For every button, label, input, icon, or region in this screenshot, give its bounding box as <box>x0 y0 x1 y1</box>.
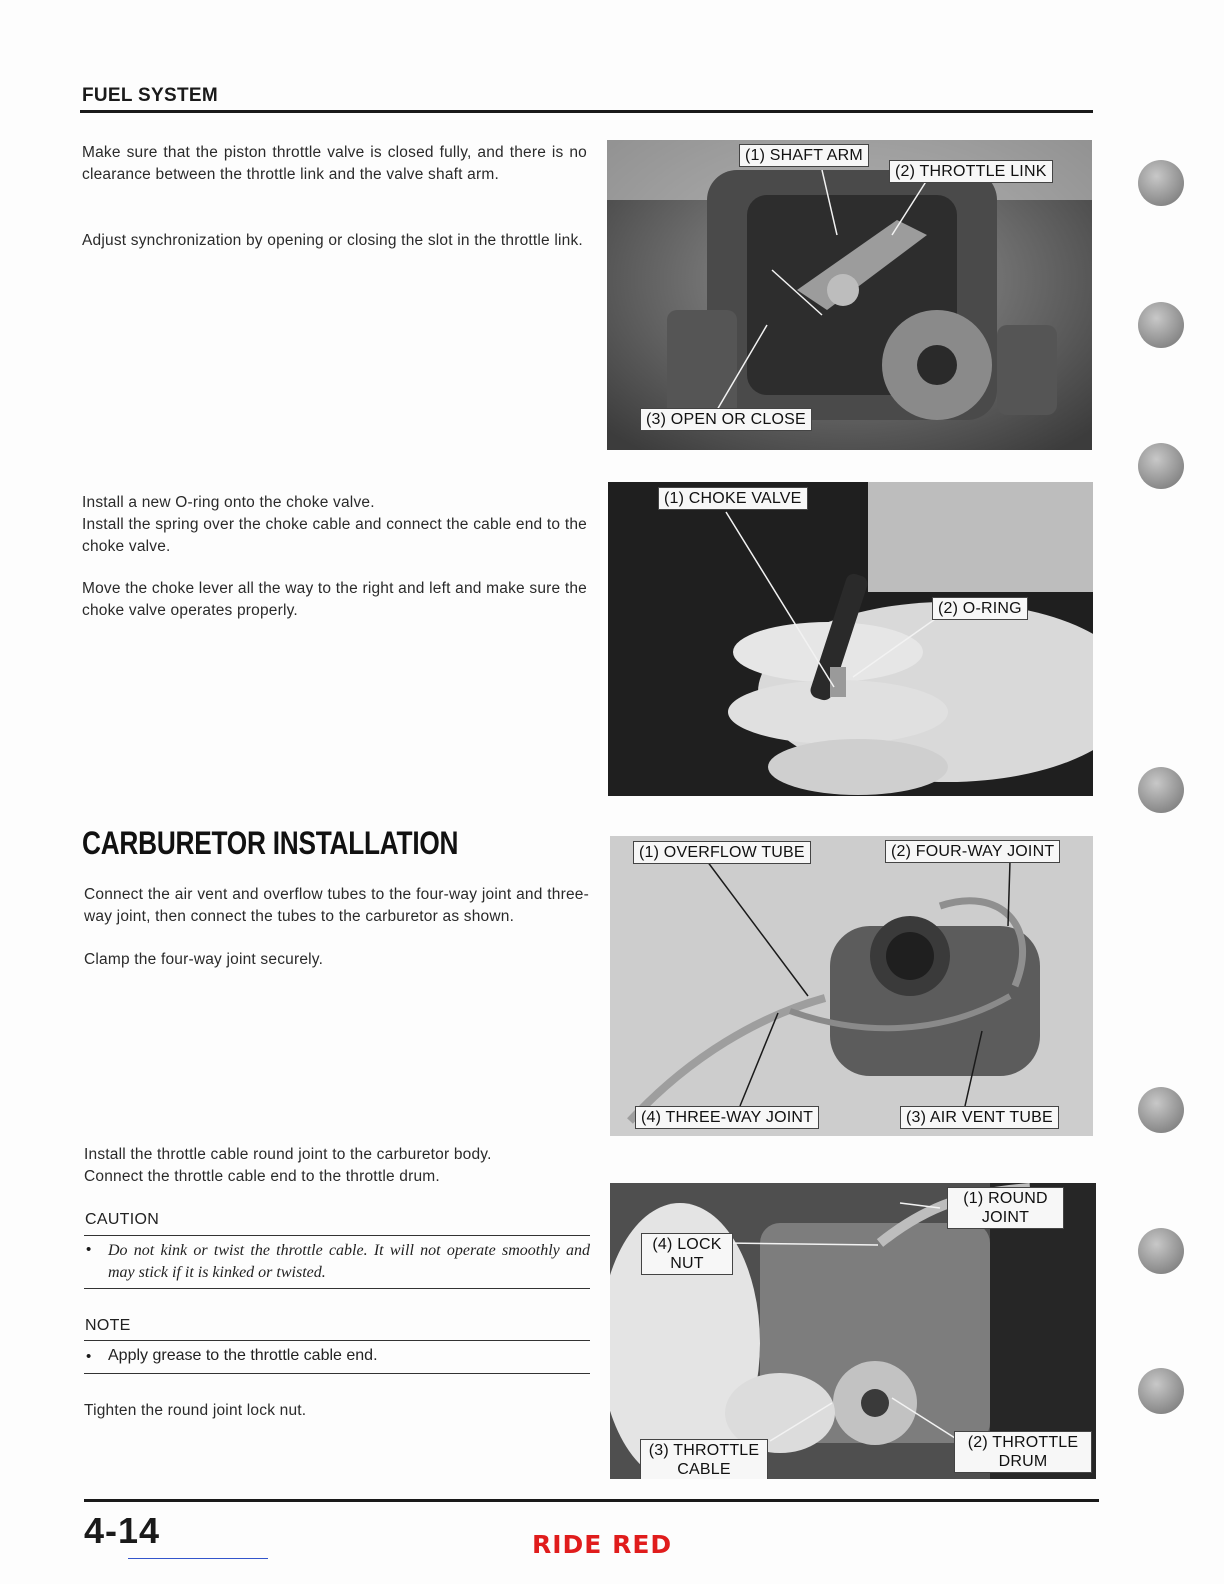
callout-lock-nut: (4) LOCK NUT <box>641 1233 733 1275</box>
index-tab-dot <box>1138 1368 1184 1414</box>
caution-heading: CAUTION <box>85 1211 160 1228</box>
page-number: 4-14 <box>84 1510 161 1551</box>
index-tab-dot <box>1138 443 1184 489</box>
index-tab-dot <box>1138 160 1184 206</box>
section-heading: FUEL SYSTEM <box>82 85 218 106</box>
photo-throttle-link <box>607 140 1092 450</box>
paragraph-throttle-drum: Connect the throttle cable end to the throttle drum. <box>84 1168 440 1185</box>
paragraph-round-joint: Install the throttle cable round joint to the carburetor body. <box>84 1146 492 1163</box>
paragraph-choke-lever: Move the choke lever all the way to the right and left and make sure the choke valve operates properly. <box>82 580 587 619</box>
photo-carburetor-tubes-drawing <box>610 836 1093 1136</box>
photo-choke-valve <box>608 482 1093 796</box>
paragraph-spring: Install the spring over the choke cable and connect the cable end to the choke valve. <box>82 516 587 555</box>
paragraph-synchronization: Adjust synchronization by opening or closing the slot in the throttle link. <box>82 232 583 249</box>
note-bullet: • <box>86 1348 92 1365</box>
caution-rule-top <box>84 1235 590 1236</box>
callout-open-or-close: (3) OPEN OR CLOSE <box>640 408 812 431</box>
note-rule-bottom <box>84 1373 590 1374</box>
callout-four-way-joint: (2) FOUR-WAY JOINT <box>885 840 1060 863</box>
paragraph-tubes: Connect the air vent and overflow tubes to the four-way joint and three-way joint, then connect the tubes to the carburetor as shown. <box>84 886 589 925</box>
paragraph-piston-valve: Make sure that the piston throttle valve is closed fully, and there is no clearance between the throttle link and the valve shaft arm. <box>82 144 587 183</box>
carburetor-installation-title: CARBURETOR INSTALLATION <box>82 825 459 861</box>
callout-air-vent-tube: (3) AIR VENT TUBE <box>900 1106 1059 1129</box>
page-number-underline <box>128 1558 268 1559</box>
callout-round-joint: (1) ROUND JOINT <box>947 1187 1064 1229</box>
index-tab-dot <box>1138 302 1184 348</box>
callout-o-ring: (2) O-RING <box>932 597 1028 620</box>
photo-throttle-link-drawing <box>607 140 1092 450</box>
footer-rule <box>84 1499 1099 1502</box>
callout-overflow-tube: (1) OVERFLOW TUBE <box>633 841 811 864</box>
footer-brand: RIDE RED <box>532 1530 673 1559</box>
photo-choke-valve-drawing <box>608 482 1093 796</box>
callout-choke-valve: (1) CHOKE VALVE <box>658 487 808 510</box>
photo-carburetor-tubes <box>610 836 1093 1136</box>
photo-throttle-cable <box>610 1183 1096 1479</box>
index-tab-dot <box>1138 767 1184 813</box>
caution-text: Do not kink or twist the throttle cable. It will not operate smoothly and may stick if it is kinked or twisted. <box>108 1242 590 1281</box>
callout-shaft-arm: (1) SHAFT ARM <box>739 144 869 167</box>
caution-bullet: • <box>86 1241 92 1258</box>
caution-rule-bottom <box>84 1288 590 1289</box>
paragraph-clamp: Clamp the four-way joint securely. <box>84 951 324 968</box>
index-tab-dot <box>1138 1087 1184 1133</box>
note-heading: NOTE <box>85 1317 131 1334</box>
header-rule <box>80 110 1093 113</box>
callout-three-way-joint: (4) THREE-WAY JOINT <box>635 1106 819 1129</box>
paragraph-lock-nut: Tighten the round joint lock nut. <box>84 1402 307 1419</box>
paragraph-oring: Install a new O-ring onto the choke valve. <box>82 494 375 511</box>
callout-throttle-link: (2) THROTTLE LINK <box>889 160 1053 183</box>
callout-throttle-drum: (2) THROTTLE DRUM <box>954 1431 1092 1473</box>
note-rule-top <box>84 1340 590 1341</box>
index-tab-dot <box>1138 1228 1184 1274</box>
note-text: Apply grease to the throttle cable end. <box>108 1347 378 1364</box>
callout-throttle-cable: (3) THROTTLE CABLE <box>640 1439 768 1479</box>
